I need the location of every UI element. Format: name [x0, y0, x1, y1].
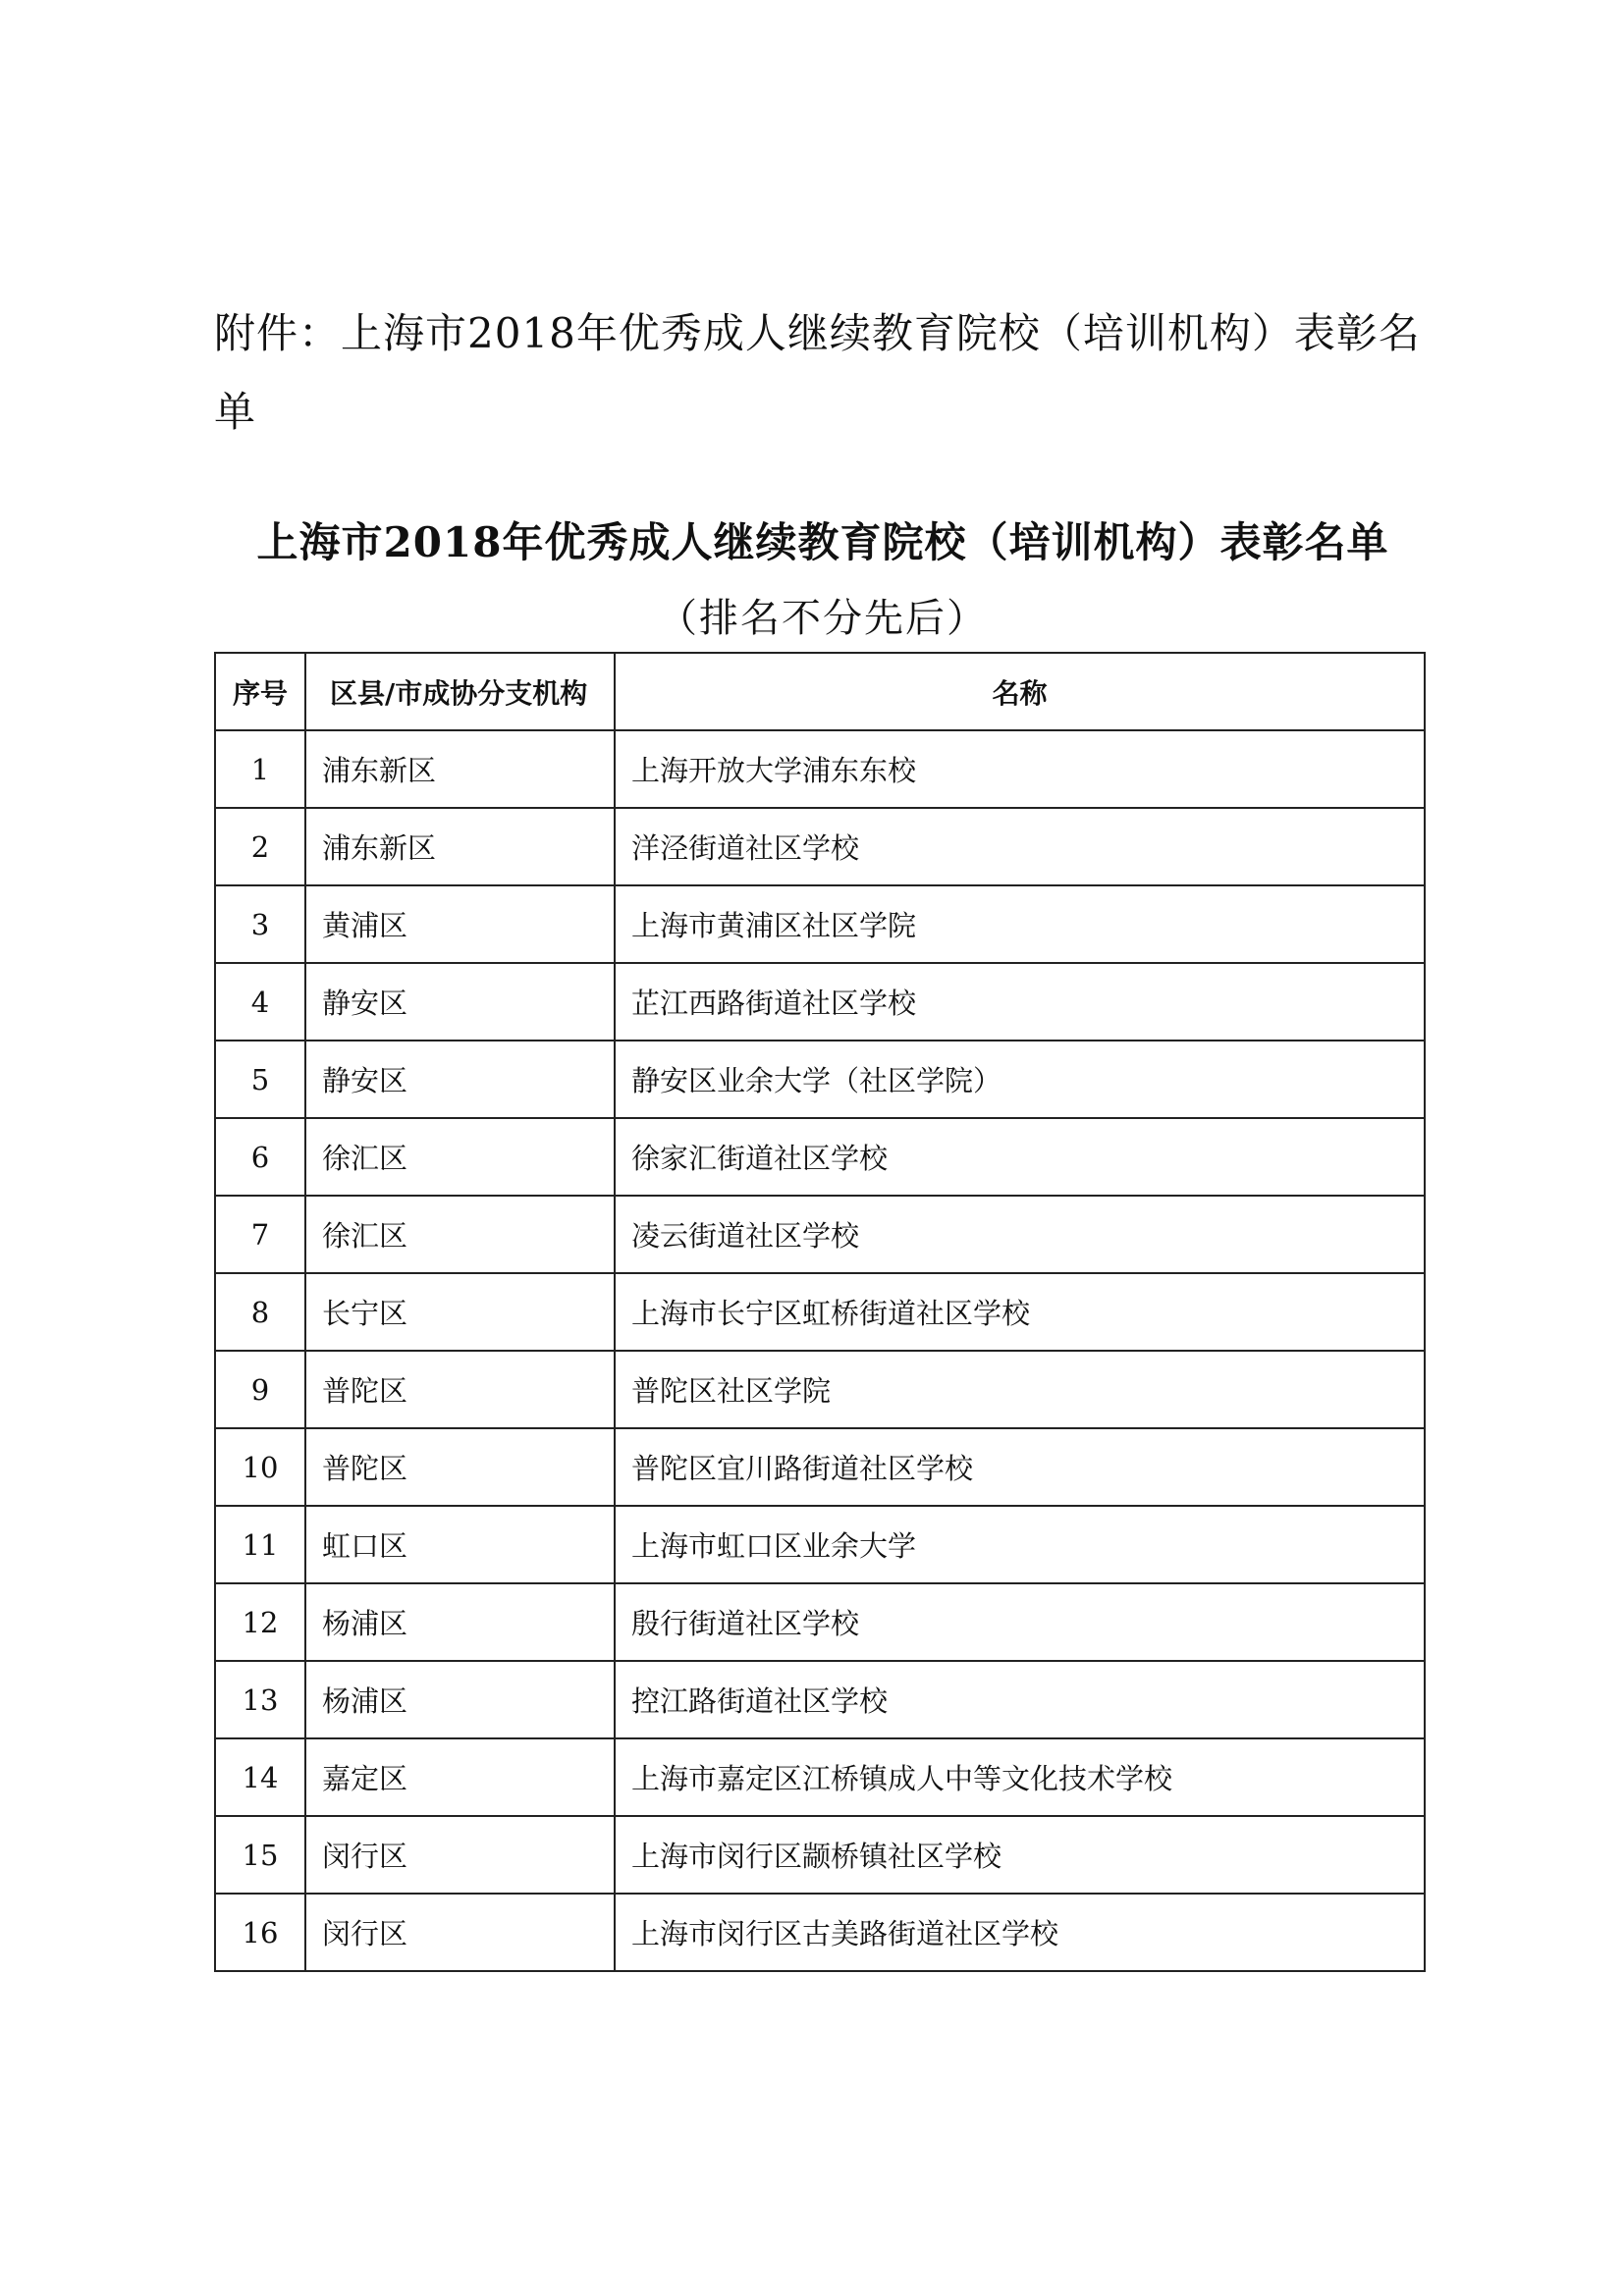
row-district: 徐汇区 [305, 1118, 615, 1196]
header-name: 名称 [615, 653, 1425, 730]
row-district: 徐汇区 [305, 1196, 615, 1273]
row-district: 普陀区 [305, 1428, 615, 1506]
row-district: 嘉定区 [305, 1738, 615, 1816]
document-subtitle: （排名不分先后） [658, 596, 988, 641]
row-no: 4 [215, 963, 305, 1041]
table-row [215, 730, 1425, 808]
row-no: 14 [215, 1738, 305, 1816]
table-row [215, 808, 1425, 885]
row-district: 闵行区 [305, 1894, 615, 1971]
row-no: 12 [215, 1583, 305, 1661]
table-row [215, 1583, 1425, 1661]
table-row [215, 1428, 1425, 1506]
table-row [215, 1894, 1425, 1971]
table-row [215, 1273, 1425, 1351]
row-no: 6 [215, 1118, 305, 1196]
row-name: 上海市长宁区虹桥街道社区学校 [615, 1273, 1425, 1351]
row-name: 控江路街道社区学校 [615, 1661, 1425, 1738]
row-name: 静安区业余大学（社区学院） [615, 1041, 1425, 1118]
row-no: 1 [215, 730, 305, 808]
document-title: 上海市2018年优秀成人继续教育院校（培训机构）表彰名单 [256, 518, 1389, 566]
row-district: 杨浦区 [305, 1583, 615, 1661]
row-name: 凌云街道社区学校 [615, 1196, 1425, 1273]
row-name: 上海市嘉定区江桥镇成人中等文化技术学校 [615, 1738, 1425, 1816]
table-row [215, 1041, 1425, 1118]
row-district: 闵行区 [305, 1816, 615, 1894]
row-district: 长宁区 [305, 1273, 615, 1351]
row-name: 上海市黄浦区社区学院 [615, 885, 1425, 963]
row-district: 静安区 [305, 963, 615, 1041]
table-header-row [215, 653, 1425, 730]
row-no: 11 [215, 1506, 305, 1583]
row-name: 殷行街道社区学校 [615, 1583, 1425, 1661]
row-no: 5 [215, 1041, 305, 1118]
row-name: 普陀区宜川路街道社区学校 [615, 1428, 1425, 1506]
table-row [215, 1118, 1425, 1196]
row-name: 上海市闵行区颛桥镇社区学校 [615, 1816, 1425, 1894]
row-no: 2 [215, 808, 305, 885]
header-no: 序号 [215, 653, 305, 730]
awards-table [214, 652, 1426, 1972]
table-row [215, 1351, 1425, 1428]
row-district: 黄浦区 [305, 885, 615, 963]
row-no: 13 [215, 1661, 305, 1738]
row-name: 徐家汇街道社区学校 [615, 1118, 1425, 1196]
attachment-heading: 附件：上海市2018年优秀成人继续教育院校（培训机构）表彰名单 [214, 309, 1421, 436]
row-district: 静安区 [305, 1041, 615, 1118]
row-name: 上海市虹口区业余大学 [615, 1506, 1425, 1583]
row-district: 普陀区 [305, 1351, 615, 1428]
table-row [215, 885, 1425, 963]
table-row [215, 1661, 1425, 1738]
row-district: 杨浦区 [305, 1661, 615, 1738]
table-row [215, 1816, 1425, 1894]
row-no: 7 [215, 1196, 305, 1273]
row-no: 16 [215, 1894, 305, 1971]
table-row [215, 1506, 1425, 1583]
row-no: 3 [215, 885, 305, 963]
table-row [215, 963, 1425, 1041]
table-row [215, 1738, 1425, 1816]
row-district: 浦东新区 [305, 730, 615, 808]
row-district: 虹口区 [305, 1506, 615, 1583]
row-name: 上海开放大学浦东东校 [615, 730, 1425, 808]
row-no: 15 [215, 1816, 305, 1894]
header-district: 区县/市成协分支机构 [305, 653, 615, 730]
row-no: 8 [215, 1273, 305, 1351]
row-name: 芷江西路街道社区学校 [615, 963, 1425, 1041]
row-no: 10 [215, 1428, 305, 1506]
row-name: 上海市闵行区古美路街道社区学校 [615, 1894, 1425, 1971]
table-row [215, 1196, 1425, 1273]
row-name: 普陀区社区学院 [615, 1351, 1425, 1428]
row-name: 洋泾街道社区学校 [615, 808, 1425, 885]
row-district: 浦东新区 [305, 808, 615, 885]
row-no: 9 [215, 1351, 305, 1428]
